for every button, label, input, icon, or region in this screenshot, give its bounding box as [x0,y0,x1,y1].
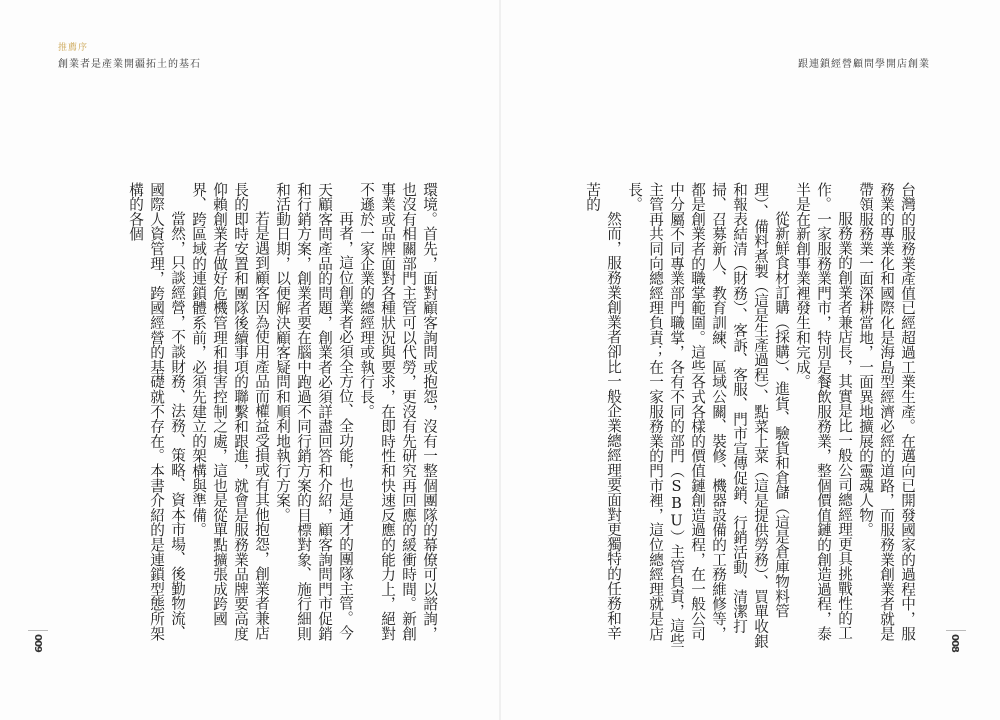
book-gutter [499,0,501,720]
section-label: 推薦序 [58,43,89,53]
right-page-body [566,182,918,652]
paragraph: 再者，這位創業者必須全方位、全功能，也是通才的團隊主管。今天顧客問產品的問題，創業者必須詳盡回答和介紹，顧客詢問門市促銷和行銷方案，創業者要在腦中跑過不同行銷方案的目標對象、施行細則和活動日期，以便解決顧客疑問和順利地執行方案。 [274,182,354,641]
paragraph: 環境。首先，面對顧客詢問或抱怨，沒有一整個團隊的幕僚可以諮詢，也沒有相關部門主管可以代勞，更沒有先研究再回應的緩衝時間。新創事業或品牌面對各種狀況與要求，在即時性和快速反應的能力上，絕對不遜於一家企業的總經理或執行長。 [358,182,438,641]
paragraph: 台灣的服務業產值已經超過工業生產。在邁向已開發國家的過程中，服務業的專業化和國際化是海島型經濟必經的道路，而服務業創業者就是帶領服務業一面深耕當地，一面異地擴展的靈魂人物。 [857,182,916,641]
book-title: 跟連鎖經營顧問學開店創業 [798,59,930,70]
paragraph: 若是遇到顧客因為使用產品而權益受損或有其他抱怨，創業者兼店長的即時安置和團隊後續事項的聯繫和跟進，就會是服務業品牌要高度仰賴創業者做好危機管理和損害控制之處，這也是從單點擴張成跨國界、跨區域的連鎖體系前，必須先建立的架構與準備。 [190,182,270,641]
paragraph: 然而，服務業創業者卻比一般企業總經理要面對更獨特的任務和辛苦的 [584,182,622,641]
page-number-left: 009 [32,634,43,652]
page-number-rule-right [946,630,966,631]
paragraph: 當然，只談經營，不談財務、法務、策略、資本市場、後勤物流、國際人資管理，跨國經營的基礎就不存在。本書介紹的是連鎖型態所架構的各個 [127,182,186,641]
paragraph: 服務業的創業者兼店長，其實是比一般公司總經理更具挑戰性的工作。一家服務業門市，特別是餐飲服務業，整個價值鏈的創造過程，泰半是在新創事業裡發生和完成。 [794,182,853,641]
chapter-title: 創業者是產業開疆拓土的基石 [58,59,201,70]
page-number-right: 008 [949,634,960,652]
paragraph: 從新鮮食材訂購（採購）、進貨、驗貨和倉儲（這是倉庫物料管理）、備料煮製（這是生產過程）、點菜上菜（這是提供勞務）、買單收銀和報表結清（財務）、客訴、客服、門市宣傳促銷、行銷活動、清潔打掃、召募新人、教育訓練、區域公關、裝修、機器設備的工務維修等，都是創業者的職掌範圍。這些各式各樣的價值鏈創造過程，在一般公司中分屬不同專業部門職掌，各有不同的部門（SBU）主管負責，這些主管再共同向總經理負責；在一家服務業的門市裡，這位總經理就是店長。 [626,182,790,649]
page-number-rule-left [28,630,48,631]
left-page-body [82,182,440,652]
